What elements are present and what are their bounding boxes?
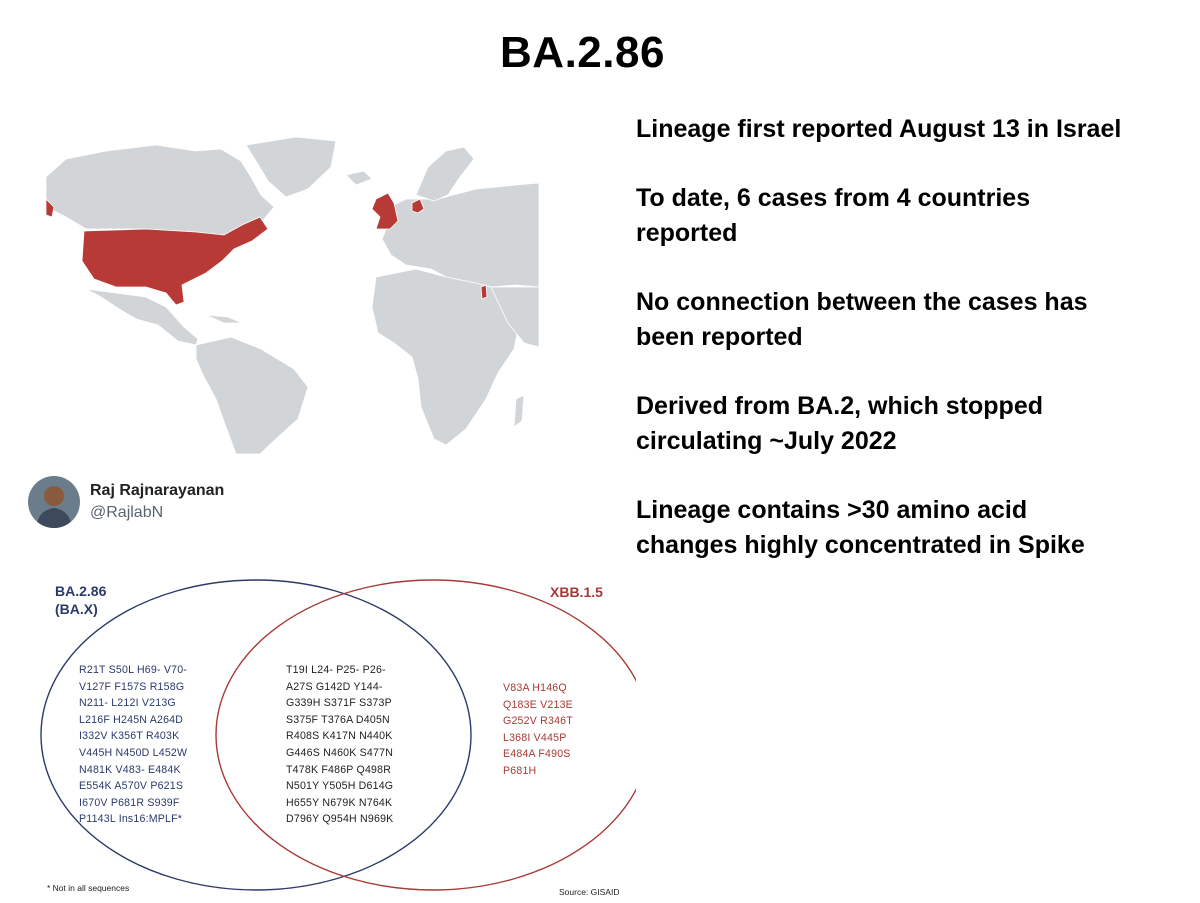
ba286-label: BA.2.86 (BA.X) [55,583,107,617]
bullet-item: No connection between the cases has been reported [636,288,1088,351]
footnote: * Not in all sequences [47,883,130,893]
mutation-row: G339H S371F S373P [286,697,392,710]
bullet-item: Lineage contains >30 amino acid changes highly concentrated in Spike [636,496,1085,559]
xbb15-unique-mutations [503,680,573,780]
mutation-row: R21T S50L H69- V70- [79,664,188,676]
mutation-row: I332V K356T R403K [79,730,180,743]
avatar[interactable] [28,476,80,528]
bullet-item: To date, 6 cases from 4 countries reported [636,184,1031,247]
shared-mutations [286,662,393,828]
author-handle[interactable]: @RajlabN [90,504,164,521]
xbb15-label: XBB.1.5 [550,584,603,600]
mutation-row: L368I V445P [503,731,567,744]
bullet-list [636,112,1176,597]
mutation-row: L216F H245N A264D [79,713,184,726]
mutation-row: Q183E V213E [503,698,573,711]
mutation-row: S375F T376A D405N [286,713,390,726]
mutation-row: N481K V483- E484K [79,763,181,776]
world-map [46,137,539,454]
source-note: Source: GISAID [559,887,620,897]
mutation-row: P1143L Ins16:MPLF* [79,813,183,826]
mutation-row: E554K A570V P621S [79,780,184,793]
mutation-row: P681H [503,764,537,777]
mutation-row: V83A H146Q [503,682,567,694]
mutation-row: T19I L24- P25- P26- [286,664,386,676]
mutation-row: A27S G142D Y144- [286,680,383,693]
mutation-row: E484A F490S [503,748,571,761]
bullet-item: Lineage first reported August 13 in Israel [636,115,1122,143]
venn-diagram [36,570,636,903]
mutation-row: R408S K417N N440K [286,730,393,743]
mutation-row: V445H N450D L452W [79,746,188,759]
mutation-row: H655Y N679K N764K [286,796,393,809]
bullet-item: Derived from BA.2, which stopped circulating ~July 2022 [636,392,1044,455]
mutation-row: G446S N460K S477N [286,746,394,759]
xbb15-circle [216,580,636,890]
mutation-row: N211- L212I V213G [79,697,176,710]
mutation-row: I670V P681R S939F [79,796,180,809]
ba286-unique-mutations [79,662,187,828]
slide-title: BA.2.86 [500,28,665,77]
mutation-row: V127F F157S R158G [79,680,185,693]
author-name: Raj Rajnarayanan [90,482,225,499]
mutation-row: T478K F486P Q498R [286,763,392,776]
mutation-row: D796Y Q954H N969K [286,813,394,826]
israel-shape [481,285,487,299]
mutation-row: G252V R346T [503,715,573,728]
mutation-row: N501Y Y505H D614G [286,780,394,793]
